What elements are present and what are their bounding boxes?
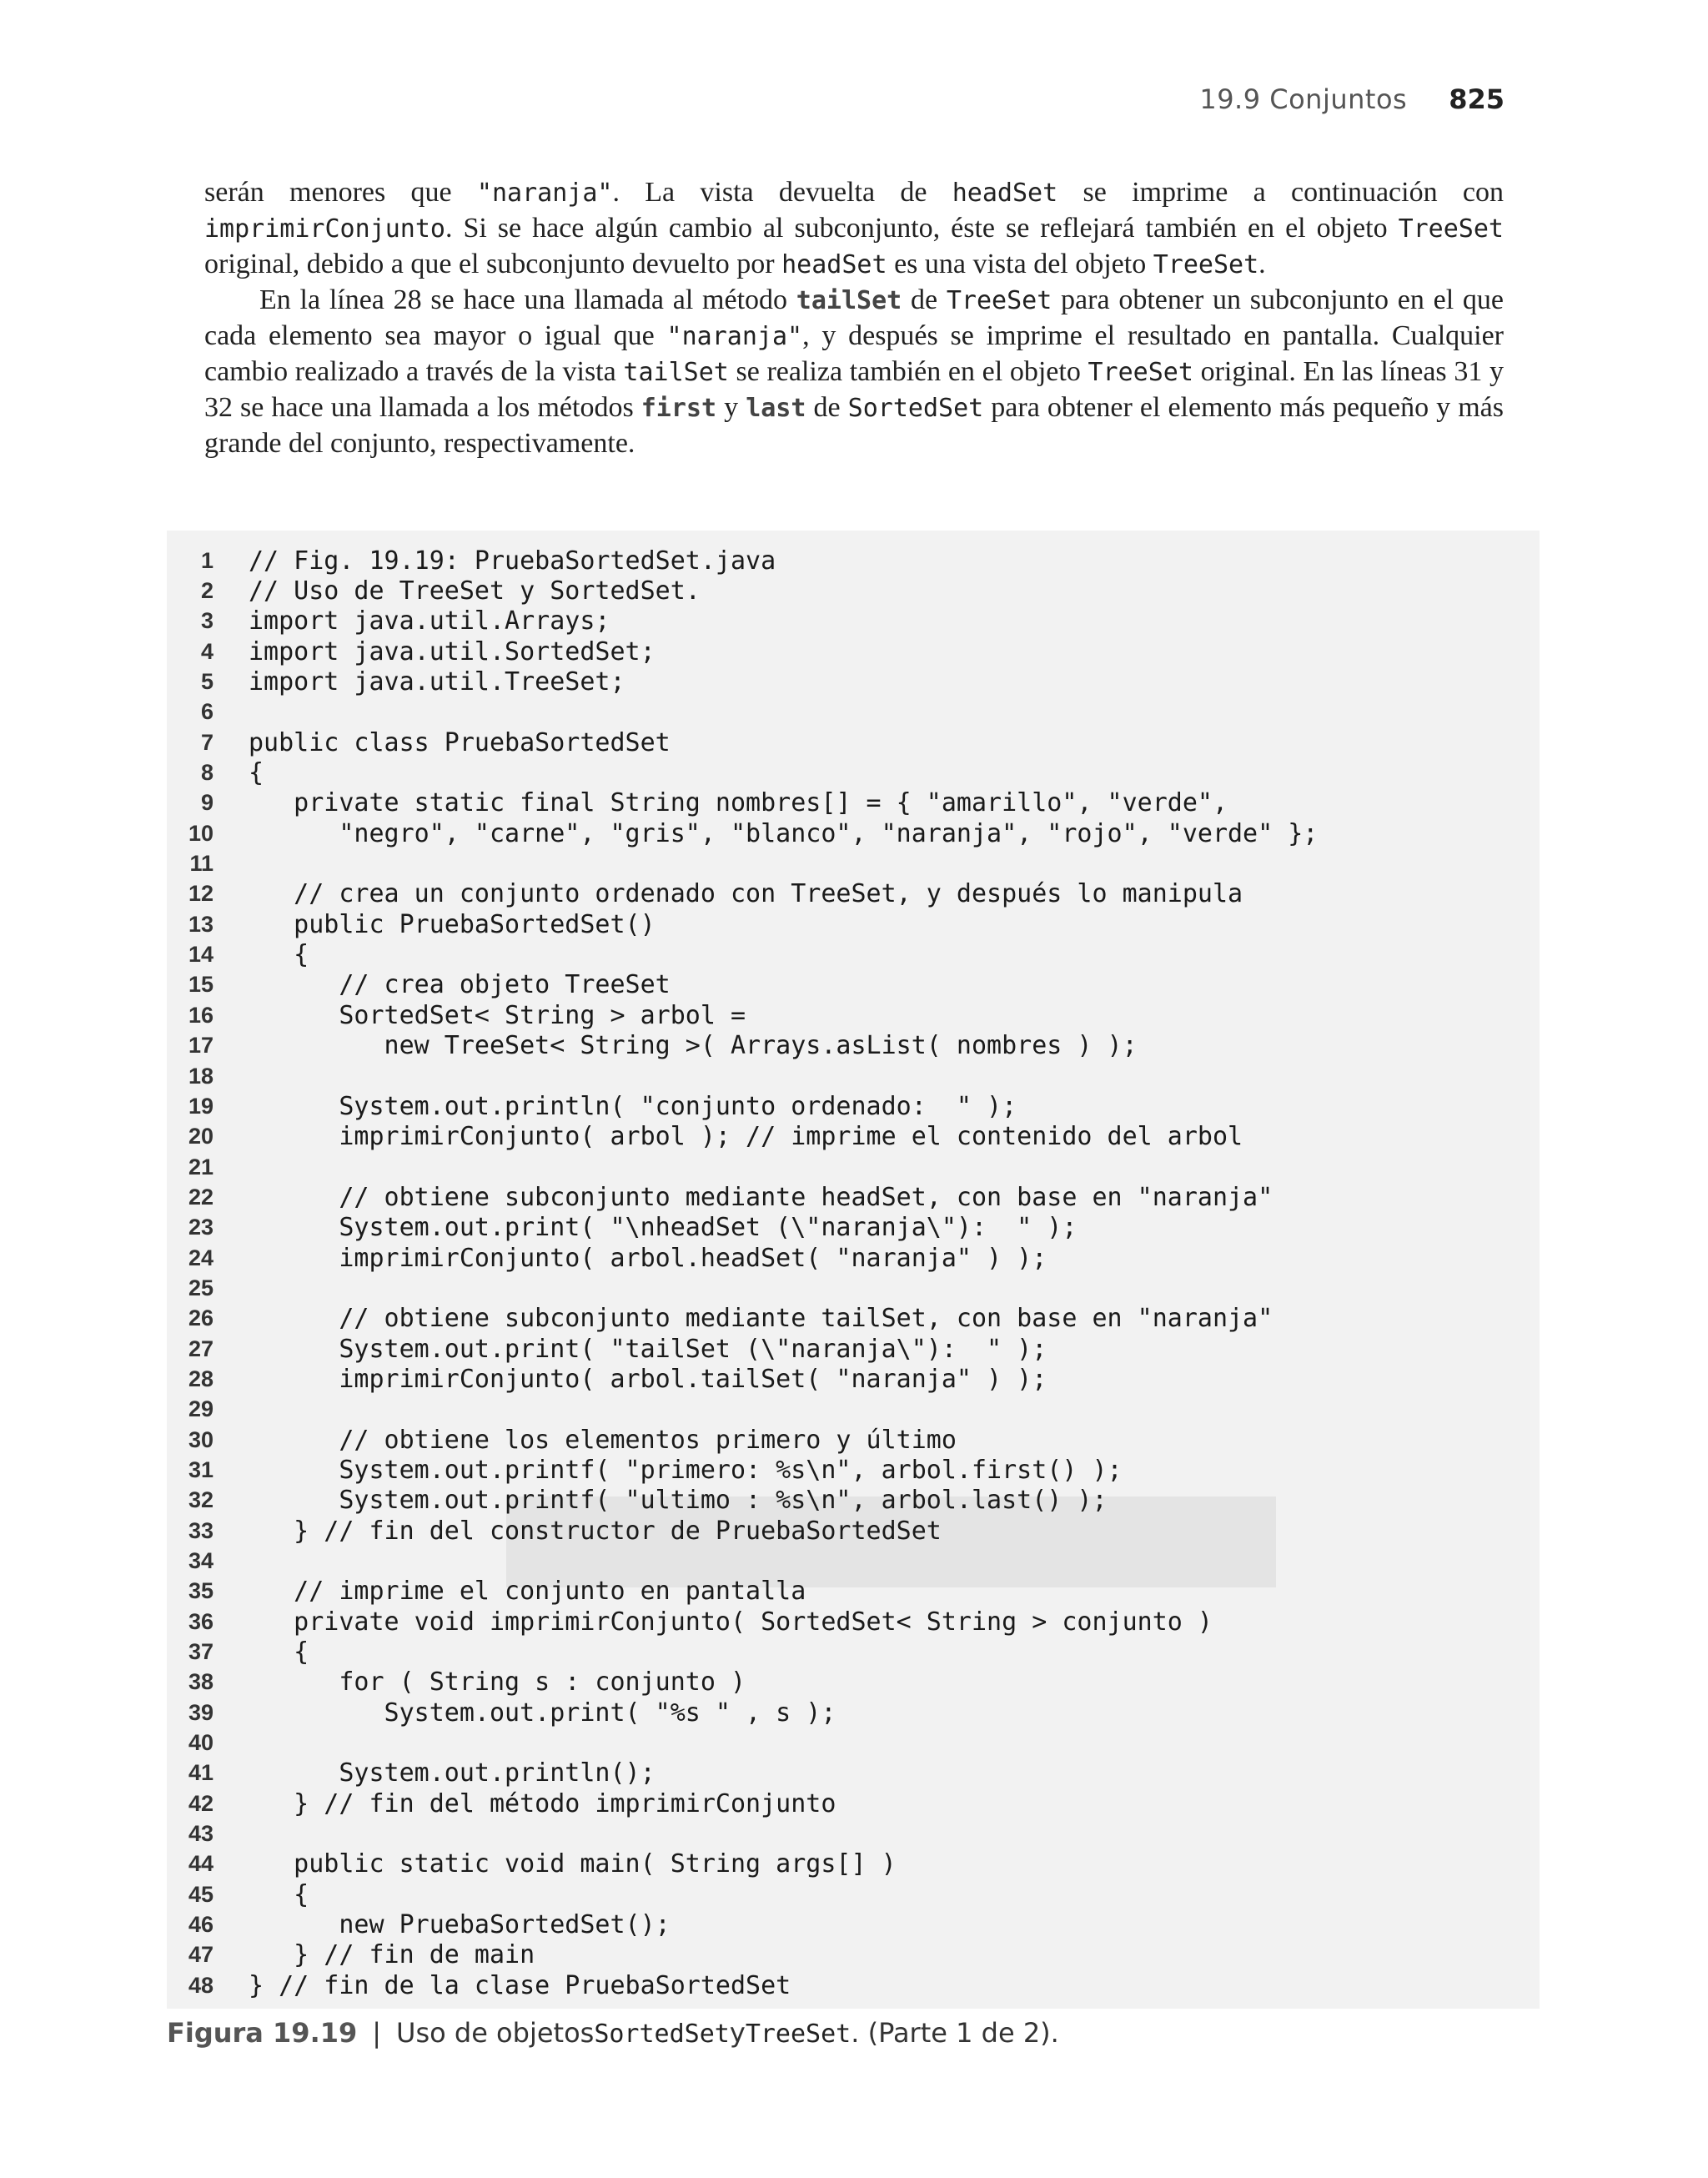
code-line	[167, 1667, 1540, 1698]
line-number: 7	[200, 729, 214, 755]
code-line	[167, 1000, 1540, 1030]
code-line	[167, 636, 1540, 666]
code-line	[167, 1546, 1540, 1576]
section-title: 19.9 Conjuntos	[1199, 83, 1408, 115]
code-line	[167, 1516, 1540, 1546]
code-text: for ( String s : conjunto )	[249, 1667, 746, 1698]
line-number: 31	[188, 1456, 214, 1482]
line-number: 25	[188, 1275, 214, 1300]
line-number: 39	[188, 1699, 214, 1725]
code-line	[167, 1577, 1540, 1607]
code-line	[167, 1304, 1540, 1334]
code-line	[167, 1607, 1540, 1637]
line-number: 38	[188, 1669, 214, 1695]
code-text: System.out.println( "conjunto ordenado: " );	[249, 1091, 1017, 1121]
line-number: 43	[188, 1821, 214, 1847]
code-line	[167, 970, 1540, 1000]
line-number: 26	[188, 1305, 214, 1331]
code-line	[167, 1486, 1540, 1516]
line-number: 27	[188, 1335, 214, 1361]
code-line	[167, 1879, 1540, 1909]
text-run: . Si se hace algún cambio al subconjunto, éste se reflejará también en el objeto	[445, 213, 1399, 244]
line-number: 10	[188, 820, 214, 846]
code-line	[167, 697, 1540, 727]
code-text: import java.util.TreeSet;	[249, 667, 625, 697]
line-number: 30	[188, 1426, 214, 1452]
code-text: "negro", "carne", "gris", "blanco", "naranja", "rojo", "verde" };	[249, 818, 1319, 848]
inline-code-bold: last	[746, 394, 806, 423]
code-line	[167, 788, 1540, 818]
line-number: 36	[188, 1608, 214, 1634]
line-number: 37	[188, 1639, 214, 1665]
line-number: 3	[200, 608, 214, 634]
text-run: para obtener un subconjunto en el que cada elemento sea mayor o igual que	[204, 284, 1505, 351]
body-text	[204, 175, 1504, 461]
code-line	[167, 727, 1540, 757]
line-number: 47	[188, 1942, 214, 1968]
inline-code: tailSet	[623, 358, 729, 387]
code-text: System.out.print( "%s " , s );	[249, 1698, 836, 1728]
code-text: // Fig. 19.19: PruebaSortedSet.java	[249, 546, 776, 576]
code-line	[167, 1091, 1540, 1121]
text-run: se realiza también en el objeto	[728, 356, 1088, 387]
code-text: } // fin de main	[249, 1940, 535, 1970]
code-text: import java.util.Arrays;	[249, 606, 610, 636]
code-line	[167, 1243, 1540, 1273]
caption-code-1: SortedSet	[594, 2020, 730, 2049]
code-line	[167, 1455, 1540, 1485]
line-number: 8	[200, 760, 214, 786]
code-text: } // fin del método imprimirConjunto	[249, 1788, 836, 1818]
code-text: imprimirConjunto( arbol ); // imprime el contenido del arbol	[249, 1122, 1243, 1152]
code-line	[167, 1031, 1540, 1061]
line-number: 22	[188, 1184, 214, 1210]
inline-code: TreeSet	[1088, 358, 1193, 387]
caption-code-2: TreeSet	[745, 2020, 851, 2049]
line-number: 29	[188, 1396, 214, 1422]
code-line	[167, 1273, 1540, 1303]
code-line	[167, 1213, 1540, 1243]
code-text: imprimirConjunto( arbol.headSet( "naranja" ) );	[249, 1243, 1047, 1273]
code-line	[167, 576, 1540, 606]
text-run: original, debido a que el subconjunto devuelto por	[204, 249, 782, 279]
code-text: System.out.print( "tailSet (\"naranja\"): " );	[249, 1334, 1047, 1364]
line-number: 24	[188, 1245, 214, 1270]
code-text: } // fin de la clase PruebaSortedSet	[249, 1970, 791, 2000]
inline-code: TreeSet	[946, 286, 1052, 315]
code-text: private void imprimirConjunto( SortedSet< String > conjunto )	[249, 1607, 1213, 1637]
line-number: 4	[200, 638, 214, 664]
code-line	[167, 1334, 1540, 1364]
code-text: {	[249, 1879, 309, 1909]
line-number: 32	[188, 1487, 214, 1513]
line-number: 44	[188, 1851, 214, 1877]
text-run: de	[806, 392, 848, 423]
paragraph-2	[204, 283, 1504, 461]
code-text: new PruebaSortedSet();	[249, 1910, 671, 1940]
text-run: serán menores que	[204, 177, 477, 208]
text-run: .	[1258, 249, 1266, 279]
code-text: public class PruebaSortedSet	[249, 727, 671, 757]
code-lines	[167, 546, 1540, 2001]
line-number: 17	[188, 1033, 214, 1059]
figure-label: Figura 19.19	[167, 2017, 358, 2049]
line-number: 1	[200, 547, 214, 573]
inline-code: imprimirConjunto	[204, 214, 445, 244]
inline-code-bold: tailSet	[796, 286, 902, 315]
line-number: 16	[188, 1002, 214, 1028]
line-number: 34	[188, 1548, 214, 1574]
line-number: 2	[200, 578, 214, 604]
code-line	[167, 1940, 1540, 1970]
line-number: 12	[188, 881, 214, 907]
caption-separator: |	[372, 2017, 382, 2049]
inline-code: "naranja"	[476, 179, 613, 208]
inline-code: headSet	[952, 179, 1058, 208]
code-line	[167, 546, 1540, 576]
inline-code: headSet	[781, 250, 887, 279]
code-line	[167, 1061, 1540, 1091]
code-text: // obtiene subconjunto mediante headSet, con base en "naranja"	[249, 1182, 1273, 1212]
line-number: 48	[188, 1972, 214, 1998]
line-number: 28	[188, 1366, 214, 1391]
code-line	[167, 818, 1540, 848]
code-text: // crea un conjunto ordenado con TreeSet, y después lo manipula	[249, 879, 1243, 909]
line-number: 15	[188, 972, 214, 998]
code-text: // Uso de TreeSet y SortedSet.	[249, 576, 701, 606]
code-line	[167, 1152, 1540, 1182]
line-number: 5	[200, 669, 214, 695]
code-text: SortedSet< String > arbol =	[249, 1000, 746, 1030]
code-line	[167, 1425, 1540, 1455]
code-line	[167, 666, 1540, 697]
code-line	[167, 606, 1540, 636]
page-number: 825	[1449, 83, 1505, 115]
line-number: 13	[188, 911, 214, 937]
inline-code-bold: first	[640, 394, 717, 423]
code-text: imprimirConjunto( arbol.tailSet( "naranja" ) );	[249, 1364, 1047, 1394]
code-line	[167, 1122, 1540, 1152]
code-line	[167, 1818, 1540, 1849]
inline-code: TreeSet	[1153, 250, 1259, 279]
text-run: , y después se imprime el resultado en pantalla. Cualquier cambio realizado a través de la vista	[204, 320, 1505, 387]
code-text: new TreeSet< String >( Arrays.asList( nombres ) );	[249, 1031, 1138, 1061]
code-text: private static final String nombres[] = { "amarillo", "verde",	[249, 788, 1228, 818]
code-text: } // fin del constructor de PruebaSortedSet	[249, 1516, 942, 1546]
code-line	[167, 1909, 1540, 1939]
code-line	[167, 1395, 1540, 1425]
code-text: {	[249, 940, 309, 970]
line-number: 45	[188, 1881, 214, 1907]
line-number: 14	[188, 942, 214, 968]
code-line	[167, 848, 1540, 878]
line-number: 6	[200, 699, 214, 725]
code-text: System.out.print( "\nheadSet (\"naranja\"): " );	[249, 1213, 1078, 1243]
text-run: original. En las líneas 31 y 32 se hace una llamada a los métodos	[204, 356, 1504, 423]
code-line	[167, 1849, 1540, 1879]
inline-code: SortedSet	[847, 394, 984, 423]
code-line	[167, 1182, 1540, 1212]
text-run: se imprime a continuación con	[1057, 177, 1504, 208]
inline-code: TreeSet	[1398, 214, 1504, 244]
code-line	[167, 909, 1540, 939]
code-text: System.out.printf( "ultimo : %s\n", arbol.last() );	[249, 1486, 1108, 1516]
line-number: 18	[188, 1063, 214, 1089]
code-listing	[167, 531, 1540, 2009]
text-run: de	[902, 284, 947, 315]
code-text: // obtiene subconjunto mediante tailSet, con base en "naranja"	[249, 1304, 1273, 1334]
inline-code: "naranja"	[666, 322, 803, 351]
code-line	[167, 1637, 1540, 1667]
code-line	[167, 939, 1540, 969]
code-text: import java.util.SortedSet;	[249, 636, 656, 666]
code-text: {	[249, 1637, 309, 1667]
caption-text-3: . (Parte 1 de 2).	[851, 2017, 1059, 2049]
figure-caption	[167, 2017, 1059, 2049]
code-line	[167, 1698, 1540, 1728]
line-number: 46	[188, 1912, 214, 1938]
text-run: y	[716, 392, 746, 423]
code-text: // crea objeto TreeSet	[249, 970, 671, 1000]
code-text: public static void main( String args[] )	[249, 1849, 897, 1879]
code-text: // imprime el conjunto en pantalla	[249, 1577, 806, 1607]
code-text: System.out.printf( "primero: %s\n", arbol.first() );	[249, 1455, 1123, 1485]
line-number: 42	[188, 1790, 214, 1816]
code-line	[167, 1758, 1540, 1788]
line-number: 41	[188, 1760, 214, 1786]
code-line	[167, 1728, 1540, 1758]
text-run: para obtener el elemento más pequeño y más grande del conjunto, respectivamente.	[204, 392, 1505, 459]
caption-text-1: Uso de objetos	[396, 2017, 595, 2049]
line-number: 40	[188, 1730, 214, 1756]
line-number: 23	[188, 1215, 214, 1240]
code-text: public PruebaSortedSet()	[249, 909, 656, 939]
line-number: 21	[188, 1154, 214, 1180]
text-run: . La vista devuelta de	[612, 177, 952, 208]
line-number: 9	[200, 790, 214, 816]
code-text: System.out.println();	[249, 1758, 656, 1788]
line-number: 33	[188, 1517, 214, 1543]
code-line	[167, 757, 1540, 787]
text-run: En la línea 28 se hace una llamada al método	[259, 284, 796, 315]
caption-text-2: y	[729, 2017, 746, 2049]
line-number: 35	[188, 1578, 214, 1604]
code-text: // obtiene los elementos primero y último	[249, 1425, 957, 1455]
text-run: es una vista del objeto	[887, 249, 1153, 279]
paragraph-1	[204, 175, 1504, 283]
code-line	[167, 1970, 1540, 2000]
code-line	[167, 879, 1540, 909]
code-line	[167, 1364, 1540, 1394]
code-line	[167, 1788, 1540, 1818]
line-number: 11	[189, 851, 214, 877]
line-number: 19	[188, 1093, 214, 1119]
running-head	[1199, 83, 1505, 115]
code-text: {	[249, 758, 264, 788]
line-number: 20	[188, 1124, 214, 1149]
